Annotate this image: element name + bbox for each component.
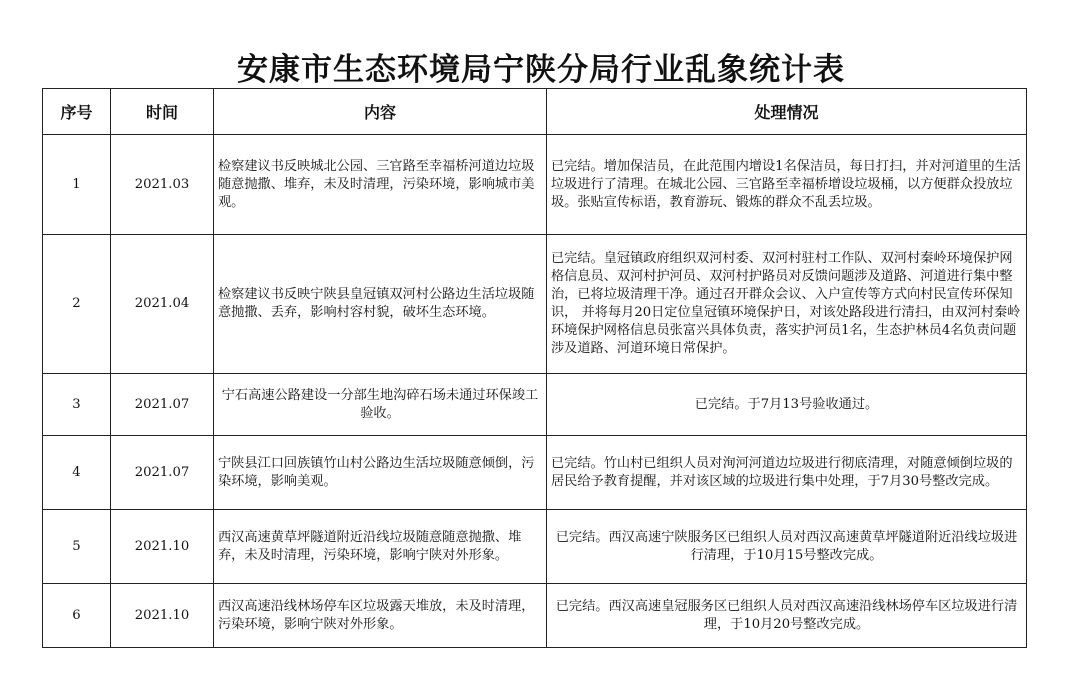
row-date: 2021.10 (111, 584, 214, 648)
row-no: 4 (43, 436, 111, 510)
row-content: 西汉高速黄草坪隧道附近沿线垃圾随意随意抛撒、堆弃，未及时清理，污染环境，影响宁陕对外形象。 (214, 510, 547, 584)
table-row (43, 374, 1027, 436)
header-result: 处理情况 (547, 89, 1027, 135)
row-date: 2021.03 (111, 135, 214, 235)
row-no: 6 (43, 584, 111, 648)
row-result: 已完结。于7月13号验收通过。 (547, 374, 1027, 436)
row-result: 已完结。增加保洁员，在此范围内增设1名保洁员，每日打扫，并对河道里的生活垃圾进行了清理。在城北公园、三官路至幸福桥增设垃圾桶，以方便群众投放垃圾。张贴宣传标语，教育游玩、锻炼的群众不乱丢垃圾。 (547, 135, 1027, 235)
row-result: 已完结。皇冠镇政府组织双河村委、双河村驻村工作队、双河村秦岭环境保护网格信息员、双河村护河员、双河村护路员对反馈问题涉及道路、河道进行集中整治，已将垃圾清理干净。通过召开群众会议、入户宣传等方式向村民宣传环保知识， 并将每月20日定位皇冠镇环境保护日，对该处路段进行清扫，由双河村秦岭环境保护网格信息员张富兴具体负责，落实护河员1名，生态护林员4名负责问题涉及道路、河道环境日常保护。 (547, 235, 1027, 374)
row-no: 2 (43, 235, 111, 374)
row-date: 2021.04 (111, 235, 214, 374)
row-no: 1 (43, 135, 111, 235)
row-content: 宁陕县江口回族镇竹山村公路边生活垃圾随意倾倒，污染环境，影响美观。 (214, 436, 547, 510)
table-row (43, 135, 1027, 235)
row-content: 西汉高速沿线林场停车区垃圾露天堆放，未及时清理，污染环境，影响宁陕对外形象。 (214, 584, 547, 648)
statistics-table (42, 88, 1027, 648)
header-content: 内容 (214, 89, 547, 135)
table-row (43, 436, 1027, 510)
row-content: 检察建议书反映城北公园、三官路至幸福桥河道边垃圾随意抛撒、堆弃，未及时清理，污染环境，影响城市美观。 (214, 135, 547, 235)
row-result: 已完结。竹山村已组织人员对洵河河道边垃圾进行彻底清理，对随意倾倒垃圾的居民给予教育提醒，并对该区域的垃圾进行集中处理，于7月30号整改完成。 (547, 436, 1027, 510)
header-no: 序号 (43, 89, 111, 135)
row-content: 宁石高速公路建设一分部生地沟碎石场未通过环保竣工验收。 (214, 374, 547, 436)
table-row (43, 235, 1027, 374)
row-result: 已完结。西汉高速皇冠服务区已组织人员对西汉高速沿线林场停车区垃圾进行清理，于10月20号整改完成。 (547, 584, 1027, 648)
header-date: 时间 (111, 89, 214, 135)
row-no: 3 (43, 374, 111, 436)
table-row (43, 510, 1027, 584)
row-date: 2021.07 (111, 374, 214, 436)
document-title: 安康市生态环境局宁陕分局行业乱象统计表 (237, 52, 845, 88)
table-header-row (43, 89, 1027, 135)
row-date: 2021.10 (111, 510, 214, 584)
row-result: 已完结。西汉高速宁陕服务区已组织人员对西汉高速黄草坪隧道附近沿线垃圾进行清理，于10月15号整改完成。 (547, 510, 1027, 584)
row-date: 2021.07 (111, 436, 214, 510)
row-content: 检察建议书反映宁陕县皇冠镇双河村公路边生活垃圾随意抛撒、丢弃，影响村容村貌，破坏生态环境。 (214, 235, 547, 374)
table-row (43, 584, 1027, 648)
row-no: 5 (43, 510, 111, 584)
